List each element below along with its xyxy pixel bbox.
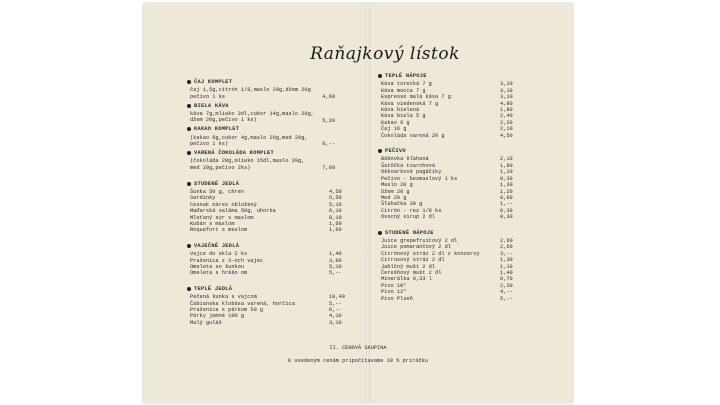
combo-description: (čokoláda 20g,mlieko 15dl,maslo 20g, med 20g,pečivo 2ks) — [190, 158, 305, 171]
combo-item — [187, 103, 347, 125]
combo-heading — [187, 79, 347, 85]
section-heading-text: STUDENÉ JEDLÁ — [194, 180, 240, 187]
menu-item-name: Kubán s maslom — [190, 220, 235, 227]
menu-item-price: 3,90 — [329, 257, 342, 264]
bullet-icon — [187, 104, 191, 108]
section-heading-text: VAJEČNÉ JEDLÁ — [194, 242, 240, 249]
menu-item — [187, 227, 347, 233]
menu-item-price: 0,30 — [500, 207, 513, 214]
menu-item-name: Maďarská saláma 50g, uhorka — [190, 208, 276, 215]
menu-item-price: 3,10 — [500, 81, 513, 88]
bullet-icon — [187, 244, 191, 248]
menu-item-price: 5,10 — [329, 263, 342, 270]
menu-item-price: 1,10 — [500, 169, 513, 176]
menu-item-price: 3,10 — [500, 94, 513, 101]
menu-item-price: 1,60 — [329, 220, 342, 227]
left-column — [187, 79, 347, 335]
menu-item-name: Čaj 16 g — [381, 126, 407, 133]
menu-item-price: 0,30 — [500, 214, 513, 221]
menu-item-price: 5,10 — [329, 201, 342, 208]
menu-item-price: 2,10 — [500, 126, 513, 133]
menu-item-name: Oškvarkové pagáčiky — [381, 169, 442, 176]
section-heading — [187, 181, 347, 187]
menu-item-name: Pivo Plzeň — [381, 295, 413, 302]
menu-item-name: Pivo 12° — [381, 289, 407, 296]
menu-item-price: 2,40 — [500, 113, 513, 120]
menu-item-name: Kakao 6 g — [381, 119, 410, 126]
menu-section — [187, 243, 347, 277]
menu-section — [187, 286, 347, 326]
menu-section — [378, 73, 518, 139]
menu-item-name: Káva biela 5 g — [381, 113, 426, 120]
menu-item-name: Omeleta s hrášo om — [190, 270, 248, 277]
menu-item-price: 1,80 — [500, 107, 513, 114]
combo-heading — [187, 103, 347, 109]
menu-item-price: 10,40 — [329, 294, 345, 301]
menu-item — [378, 133, 518, 139]
menu-item-name: Roquefort s maslom — [190, 227, 248, 234]
menu-item-price: 2,20 — [500, 119, 513, 126]
menu-item-price: 0,70 — [500, 276, 513, 283]
menu-item-name: Juice pomarančový 2 dl — [381, 244, 451, 251]
menu-item-name: Šunka 50 g, chren — [190, 188, 245, 195]
menu-item-name: Šľahačka 30 g — [381, 201, 423, 208]
menu-item-name: Maslo 20 g — [381, 182, 413, 189]
menu-item-price: 4,50 — [500, 132, 513, 139]
menu-item-name: Káva turecká 7 g — [381, 81, 432, 88]
menu-section — [378, 148, 518, 220]
menu-item-price: 8,10 — [329, 214, 342, 221]
menu-item-name: Káva bielená — [381, 107, 420, 114]
breakfast-combos — [187, 79, 347, 172]
combo-description: (kakao 6g,cukor 4g,maslo 20g,med 20g, pečivo 1 ks) — [190, 134, 308, 148]
section-heading — [378, 73, 518, 79]
menu-item-name: Pečivo - bezmaslový 1 ks — [381, 175, 458, 182]
bullet-icon — [187, 287, 191, 291]
menu-item-price: 2,10 — [500, 156, 513, 163]
surcharge-note: K uvedeným cenám pripočítavame 10 % prirážku — [288, 358, 428, 364]
menu-item-name: Praženica z 3-och vajec — [190, 257, 264, 264]
combo-heading — [187, 150, 347, 156]
menu-item-name: Sardinky — [190, 195, 216, 202]
menu-item-price: 3,-- — [500, 250, 513, 257]
menu-item-price: 6,10 — [329, 208, 342, 215]
combo-price: 6,-- — [322, 141, 335, 148]
menu-item — [187, 270, 347, 276]
menu-item-name: Citrónový stráz 2 dl z konzervy — [381, 250, 480, 257]
menu-item-name: Káva mocca 7 g — [381, 87, 426, 94]
menu-item-name: Bábovka šľahaná — [381, 156, 429, 163]
menu-item — [378, 214, 518, 220]
menu-item — [187, 320, 347, 326]
price-group-note: II. CENOVÁ SKUPINA — [329, 345, 387, 351]
menu-item-price: 1,40 — [500, 269, 513, 276]
menu-item-price: 1,80 — [500, 162, 513, 169]
menu-item-price: 1,40 — [329, 251, 342, 258]
menu-item-price: 5,-- — [329, 270, 342, 277]
menu-item-price: 1,10 — [500, 263, 513, 270]
menu-item-name: Pečená šunka s vajcom — [190, 294, 257, 301]
right-column — [378, 73, 518, 311]
combo-name: ČAJ KOMPLET — [194, 79, 233, 85]
menu-item-name: Jablčný mušt 2 dl — [381, 263, 436, 270]
menu-item-name: Omeleta so šunkou — [190, 263, 245, 270]
menu-item-price: 0,30 — [500, 175, 513, 182]
menu-item-name: Espresso malá káva 7 g — [381, 94, 451, 101]
menu-item-name: Pivo 10° — [381, 282, 407, 289]
combo-description: káva 7g,mlieko 3dl,cukor 14g,maslo 20g, džem 20g,pečivo 1 ks) — [190, 111, 314, 124]
menu-item-name: Káva viedenská 7 g — [381, 100, 439, 107]
combo-description: čaj 1,5g,citrón 1/8,maslo 20g,džem 20g pečivo 1 ks — [190, 87, 311, 100]
menu-item-name: Juice grepefruitový 2 dl — [381, 237, 458, 244]
menu-item-price: 3,10 — [329, 319, 342, 326]
menu-item-price: 4,80 — [500, 100, 513, 107]
menu-item-price: 1,-- — [500, 201, 513, 208]
menu-item-price: 2,60 — [500, 244, 513, 251]
section-heading-text: STUDENÉ NÁPOJE — [385, 229, 434, 236]
section-heading — [187, 286, 347, 292]
section-heading-text: PEČIVO — [385, 148, 406, 155]
menu-item-name: Párky jemné 100 g — [190, 313, 245, 320]
menu-item-name: Čerešňový mušt 2 dl — [381, 269, 442, 276]
combo-price: 4,60 — [322, 94, 335, 101]
menu-item-price: 5,-- — [329, 300, 342, 307]
menu-section — [187, 181, 347, 234]
menu-item-name: Džem 20 g — [381, 188, 410, 195]
section-heading-text: TEPLÉ NÁPOJE — [385, 73, 427, 79]
bullet-icon — [187, 182, 191, 186]
combo-name: KAKAO KOMPLET — [194, 126, 240, 133]
menu-item-price: 1,30 — [500, 182, 513, 189]
menu-item-name: Malý guláš — [190, 319, 222, 326]
menu-item-name: Vajce do skla 2 ks — [190, 251, 248, 258]
bullet-icon — [378, 149, 382, 153]
combo-heading — [187, 126, 347, 132]
combo-item — [187, 150, 347, 172]
menu-item-price: 1,30 — [500, 257, 513, 264]
combo-price: 7,60 — [322, 165, 335, 172]
section-heading — [378, 230, 518, 236]
section-heading — [378, 148, 518, 154]
menu-item-price: 5,50 — [329, 195, 342, 202]
combo-item — [187, 126, 347, 148]
menu-item-name: Čabianska klobása varená, horčica — [190, 300, 295, 307]
menu-item-price: 2,60 — [500, 237, 513, 244]
menu-item-price: 1,20 — [500, 188, 513, 195]
menu-item-price: 2,30 — [500, 282, 513, 289]
menu-item-price: 6,-- — [329, 307, 342, 313]
menu-item-name: Citrusový stráz 2 dl — [381, 257, 445, 264]
bullet-icon — [187, 80, 191, 84]
menu-item-name: Šatôčka tvarohová — [381, 162, 436, 169]
menu-title: Raňajkový lístok — [310, 44, 460, 64]
menu-item-price: 4,10 — [329, 313, 342, 320]
combo-price: 5,20 — [322, 117, 335, 124]
menu-item-price: 0,60 — [500, 194, 513, 201]
section-heading-text: TEPLÉ JEDLÁ — [194, 285, 233, 292]
menu-item-name: Praženica s párkom 50 g — [190, 307, 264, 313]
menu-item-name: Cesnak nárez obložený — [190, 201, 257, 208]
combo-name: BIELA KÁVA — [194, 102, 229, 109]
menu-item — [378, 296, 518, 302]
menu-item-name: Med 20 g — [381, 194, 407, 201]
menu-item-name: Minerálka 0,33 l — [381, 276, 432, 283]
menu-item-name: Ovocný sirup 2 dl — [381, 214, 436, 221]
combo-name: VARENÁ ČOKOLÁDA KOMPLET — [194, 149, 275, 156]
menu-item-price: 5,-- — [500, 295, 513, 302]
menu-section — [378, 230, 518, 302]
menu-item-price: 4,50 — [329, 188, 342, 195]
bullet-icon — [187, 151, 191, 155]
menu-item-name: Mleťaný syr s maslom — [190, 214, 254, 221]
section-heading — [187, 243, 347, 249]
menu-item-name: Čokoláda varená 20 g — [381, 132, 445, 139]
menu-item-name: Citrón - rez 1/8 ks — [381, 207, 442, 214]
menu-item-price: 4,-- — [500, 289, 513, 296]
bullet-icon — [378, 231, 382, 235]
combo-item — [187, 79, 347, 101]
bullet-icon — [187, 127, 191, 131]
bullet-icon — [378, 74, 382, 78]
menu-item-price: 3,10 — [500, 87, 513, 94]
menu-item-price: 1,60 — [329, 227, 342, 234]
